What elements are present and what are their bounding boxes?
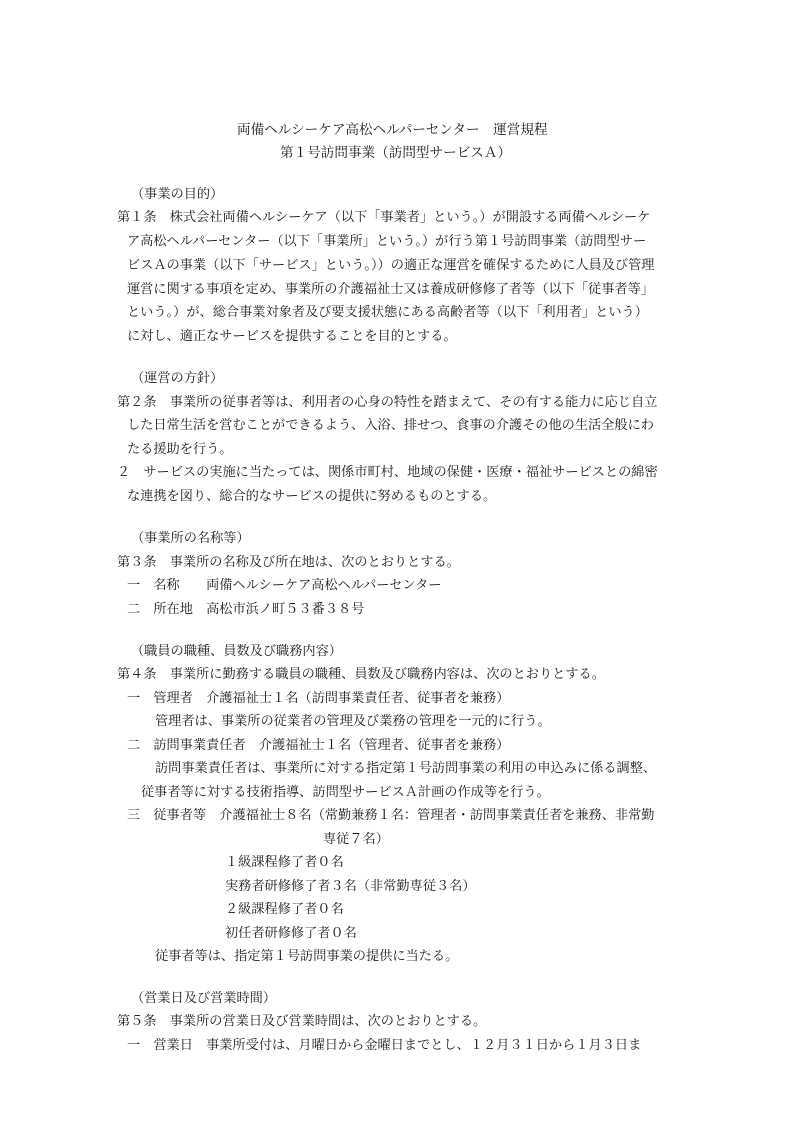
article1-line: に対し、適正なサービスを提供することを目的とする。 (127, 329, 457, 344)
article4-heading: （職員の職種、員数及び職務内容） (131, 644, 342, 659)
article4-line: 第４条 事業所に勤務する職員の職種、員数及び職務内容は、次のとおりとする。 (117, 667, 605, 682)
article4-line: 三 従事者等 介護福祉士８名（常勤兼務１名：管理者・訪問事業責任者を兼務、非常勤 (127, 808, 655, 823)
article4-line: ２級課程修了者０名 (225, 902, 344, 917)
article2-line: な連携を図り、総合的なサービスの提供に努めるものとする。 (127, 489, 497, 504)
article1-line: ア高松ヘルパーセンター（以下「事業所」という。）が行う第１号訪問事業（訪問型サー (127, 234, 647, 249)
article5-heading: （営業日及び営業時間） (131, 991, 277, 1006)
article4-line: 二 訪問事業責任者 介護福祉士１名（管理者、従事者を兼務） (127, 738, 510, 753)
article4-line: １級課程修了者０名 (225, 855, 344, 870)
article2-line: ２ サービスの実施に当たっては、関係市町村、地域の保健・医療・福祉サービスとの綿密 (117, 465, 658, 480)
article1-line: 第１条 株式会社両備ヘルシーケア（以下「事業者」という。）が開設する両備ヘルシーケ (117, 210, 651, 225)
article2-line: 第２条 事業所の従事者等は、利用者の心身の特性を踏まえて、その有する能力に応じ自立 (117, 395, 658, 410)
article2-line: した日常生活を営むことができるよう、入浴、排せつ、食事の介護その他の生活全般にわ (127, 418, 654, 433)
article4-line: 一 管理者 介護福祉士１名（訪問事業責任者、従事者を兼務） (127, 691, 510, 706)
article4-line: 従事者等に対する技術指導、訪問型サービスＡ計画の作成等を行う。 (141, 785, 550, 800)
article2-line: たる援助を行う。 (127, 442, 233, 457)
article4-line: 従事者等は、指定第１号訪問事業の提供に当たる。 (155, 949, 459, 964)
article2-heading: （運営の方針） (131, 371, 224, 386)
article5-line: 第５条 事業所の営業日及び営業時間は、次のとおりとする。 (117, 1014, 487, 1029)
article3-line: 二 所在地 高松市浜ノ町５３番３８号 (127, 602, 365, 617)
document-subtitle: 第１号訪問事業（訪問型サービスＡ） (280, 145, 512, 161)
article4-line: 初任者研修修了者０名 (225, 926, 357, 941)
article4-line: 訪問事業責任者は、事業所に対する指定第１号訪問事業の利用の申込みに係る調整、 (155, 761, 657, 776)
article4-line: 管理者は、事業所の従業者の管理及び業務の管理を一元的に行う。 (155, 714, 551, 729)
article4-line: 専従７名） (323, 832, 389, 847)
article1-heading: （事業の目的） (131, 187, 224, 202)
article5-line: 一 営業日 事業所受付は、月曜日から金曜日までとし、１２月３１日から１月３日ま (127, 1038, 642, 1053)
article3-line: 第３条 事業所の名称及び所在地は、次のとおりとする。 (117, 555, 460, 570)
article3-line: 一 名称 両備ヘルシーケア高松ヘルパーセンター (127, 578, 442, 593)
article3-heading: （事業所の名称等） (131, 531, 250, 546)
document-title: 両備ヘルシーケア高松ヘルパーセンター 運営規程 (237, 122, 548, 138)
article4-line: 実務者研修修了者３名（非常勤専従３名） (225, 879, 476, 894)
article1-line: という。）が、総合事業対象者及び要支援状態にある高齢者等（以下「利用者」という） (127, 305, 648, 320)
article1-line: ビスＡの事業（以下「サービス」という。））の適正な運営を確保するために人員及び管理 (127, 258, 655, 273)
article1-line: 運営に関する事項を定め、事業所の介護福祉士又は養成研修修了者等（以下「従事者等」 (127, 282, 654, 297)
